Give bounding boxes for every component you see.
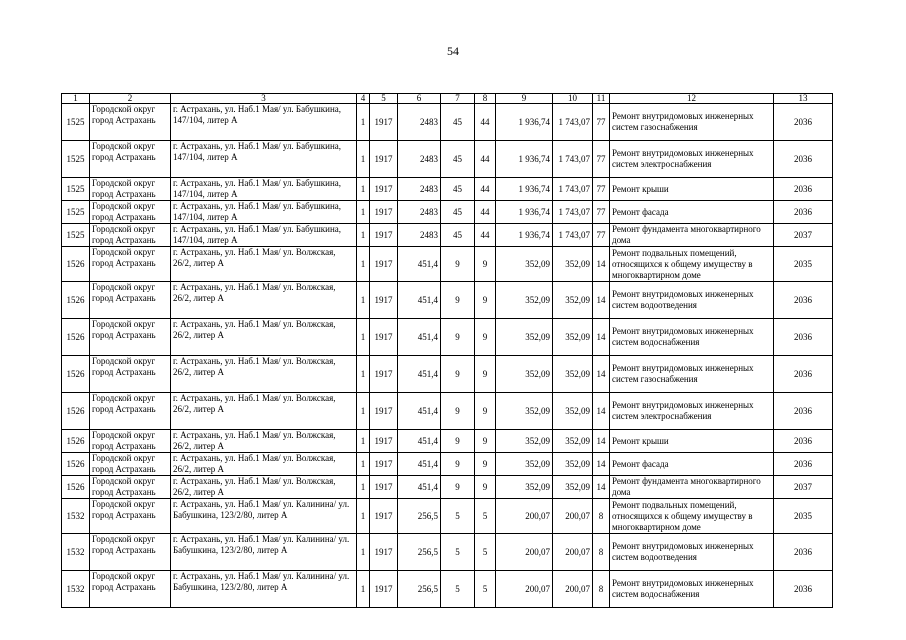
total-area-cell: 2483 (398, 141, 441, 178)
year-built-cell: 1917 (370, 141, 398, 178)
table-row (62, 534, 833, 571)
capital-repair-table (61, 93, 833, 608)
area-count-cell: 8 (593, 534, 610, 571)
residents-cell: 9 (475, 453, 496, 476)
residents-cell: 9 (475, 356, 496, 393)
private-area-cell: 352,09 (553, 319, 593, 356)
living-area-cell: 1 936,74 (496, 178, 553, 201)
municipality-cell: Городской округ город Астрахань (90, 201, 171, 224)
residents-cell: 44 (475, 224, 496, 247)
year-built-cell: 1917 (370, 178, 398, 201)
area-count-cell: 14 (593, 430, 610, 453)
table-row (62, 393, 833, 430)
residents-cell: 44 (475, 178, 496, 201)
living-area-cell: 352,09 (496, 393, 553, 430)
municipality-cell: Городской округ город Астрахань (90, 476, 171, 499)
residents-cell: 9 (475, 476, 496, 499)
address-cell: г. Астрахань, ул. Наб.1 Мая/ ул. Бабушкина, 147/104, литер А (171, 224, 357, 247)
apartments-cell: 9 (441, 393, 475, 430)
row-id-cell: 1525 (62, 141, 90, 178)
planned-year-cell: 2036 (774, 104, 833, 141)
building-count-cell: 1 (357, 224, 370, 247)
residents-cell: 9 (475, 393, 496, 430)
living-area-cell: 1 936,74 (496, 201, 553, 224)
total-area-cell: 2483 (398, 201, 441, 224)
private-area-cell: 352,09 (553, 282, 593, 319)
column-number-cell: 11 (593, 94, 610, 104)
table-row (62, 201, 833, 224)
municipality-cell: Городской округ город Астрахань (90, 453, 171, 476)
total-area-cell: 256,5 (398, 571, 441, 608)
repair-type-cell: Ремонт подвальных помещений, относящихся к общему имуществу в многоквартирном доме (610, 499, 774, 534)
living-area-cell: 200,07 (496, 499, 553, 534)
planned-year-cell: 2036 (774, 141, 833, 178)
apartments-cell: 9 (441, 282, 475, 319)
page-number: 54 (447, 44, 459, 58)
year-built-cell: 1917 (370, 571, 398, 608)
building-count-cell: 1 (357, 356, 370, 393)
row-id-cell: 1526 (62, 393, 90, 430)
row-id-cell: 1526 (62, 319, 90, 356)
apartments-cell: 9 (441, 430, 475, 453)
repair-type-cell: Ремонт подвальных помещений, относящихся к общему имуществу в многоквартирном доме (610, 247, 774, 282)
municipality-cell: Городской округ город Астрахань (90, 224, 171, 247)
address-cell: г. Астрахань, ул. Наб.1 Мая/ ул. Волжская, 26/2, литер А (171, 476, 357, 499)
row-id-cell: 1526 (62, 282, 90, 319)
planned-year-cell: 2036 (774, 571, 833, 608)
residents-cell: 9 (475, 247, 496, 282)
residents-cell: 5 (475, 534, 496, 571)
repair-type-cell: Ремонт крыши (610, 178, 774, 201)
address-cell: г. Астрахань, ул. Наб.1 Мая/ ул. Волжская, 26/2, литер А (171, 282, 357, 319)
table-row (62, 247, 833, 282)
private-area-cell: 352,09 (553, 453, 593, 476)
area-count-cell: 14 (593, 247, 610, 282)
year-built-cell: 1917 (370, 356, 398, 393)
apartments-cell: 5 (441, 499, 475, 534)
total-area-cell: 256,5 (398, 534, 441, 571)
address-cell: г. Астрахань, ул. Наб.1 Мая/ ул. Калинина/ ул. Бабушкина, 123/2/80, литер А (171, 571, 357, 608)
building-count-cell: 1 (357, 571, 370, 608)
building-count-cell: 1 (357, 247, 370, 282)
column-number-cell: 3 (171, 94, 357, 104)
column-number-cell: 9 (496, 94, 553, 104)
area-count-cell: 77 (593, 201, 610, 224)
living-area-cell: 352,09 (496, 453, 553, 476)
year-built-cell: 1917 (370, 224, 398, 247)
building-count-cell: 1 (357, 178, 370, 201)
planned-year-cell: 2037 (774, 224, 833, 247)
column-number-cell: 12 (610, 94, 774, 104)
private-area-cell: 200,07 (553, 499, 593, 534)
planned-year-cell: 2036 (774, 534, 833, 571)
building-count-cell: 1 (357, 534, 370, 571)
column-number-cell: 5 (370, 94, 398, 104)
building-count-cell: 1 (357, 141, 370, 178)
apartments-cell: 9 (441, 356, 475, 393)
apartments-cell: 45 (441, 104, 475, 141)
planned-year-cell: 2036 (774, 430, 833, 453)
row-id-cell: 1532 (62, 571, 90, 608)
planned-year-cell: 2037 (774, 476, 833, 499)
row-id-cell: 1526 (62, 430, 90, 453)
column-number-cell: 8 (475, 94, 496, 104)
table-row (62, 282, 833, 319)
table-row (62, 141, 833, 178)
residents-cell: 9 (475, 430, 496, 453)
year-built-cell: 1917 (370, 476, 398, 499)
address-cell: г. Астрахань, ул. Наб.1 Мая/ ул. Бабушкина, 147/104, литер А (171, 178, 357, 201)
column-number-cell: 13 (774, 94, 833, 104)
repair-type-cell: Ремонт фундамента многоквартирного дома (610, 476, 774, 499)
municipality-cell: Городской округ город Астрахань (90, 282, 171, 319)
year-built-cell: 1917 (370, 104, 398, 141)
municipality-cell: Городской округ город Астрахань (90, 319, 171, 356)
living-area-cell: 352,09 (496, 476, 553, 499)
apartments-cell: 9 (441, 247, 475, 282)
apartments-cell: 9 (441, 476, 475, 499)
repair-type-cell: Ремонт фасада (610, 453, 774, 476)
building-count-cell: 1 (357, 499, 370, 534)
area-count-cell: 8 (593, 571, 610, 608)
table-body (62, 104, 833, 608)
total-area-cell: 256,5 (398, 499, 441, 534)
private-area-cell: 1 743,07 (553, 224, 593, 247)
area-count-cell: 14 (593, 476, 610, 499)
municipality-cell: Городской округ город Астрахань (90, 499, 171, 534)
apartments-cell: 45 (441, 224, 475, 247)
year-built-cell: 1917 (370, 393, 398, 430)
residents-cell: 44 (475, 104, 496, 141)
apartments-cell: 9 (441, 453, 475, 476)
row-id-cell: 1525 (62, 224, 90, 247)
row-id-cell: 1532 (62, 499, 90, 534)
repair-type-cell: Ремонт внутридомовых инженерных систем водоотведения (610, 282, 774, 319)
total-area-cell: 451,4 (398, 319, 441, 356)
row-id-cell: 1526 (62, 356, 90, 393)
municipality-cell: Городской округ город Астрахань (90, 356, 171, 393)
area-count-cell: 14 (593, 453, 610, 476)
private-area-cell: 200,07 (553, 571, 593, 608)
area-count-cell: 14 (593, 282, 610, 319)
area-count-cell: 77 (593, 178, 610, 201)
building-count-cell: 1 (357, 104, 370, 141)
planned-year-cell: 2036 (774, 282, 833, 319)
living-area-cell: 352,09 (496, 319, 553, 356)
total-area-cell: 451,4 (398, 356, 441, 393)
year-built-cell: 1917 (370, 499, 398, 534)
residents-cell: 5 (475, 499, 496, 534)
private-area-cell: 1 743,07 (553, 141, 593, 178)
residents-cell: 44 (475, 141, 496, 178)
repair-type-cell: Ремонт внутридомовых инженерных систем электроснабжения (610, 141, 774, 178)
residents-cell: 9 (475, 319, 496, 356)
building-count-cell: 1 (357, 430, 370, 453)
table-row (62, 499, 833, 534)
repair-type-cell: Ремонт фасада (610, 201, 774, 224)
table-row (62, 476, 833, 499)
area-count-cell: 77 (593, 104, 610, 141)
repair-type-cell: Ремонт фундамента многоквартирного дома (610, 224, 774, 247)
residents-cell: 9 (475, 282, 496, 319)
address-cell: г. Астрахань, ул. Наб.1 Мая/ ул. Калинина/ ул. Бабушкина, 123/2/80, литер А (171, 534, 357, 571)
building-count-cell: 1 (357, 453, 370, 476)
building-count-cell: 1 (357, 393, 370, 430)
municipality-cell: Городской округ город Астрахань (90, 393, 171, 430)
private-area-cell: 1 743,07 (553, 104, 593, 141)
building-count-cell: 1 (357, 282, 370, 319)
residents-cell: 44 (475, 201, 496, 224)
total-area-cell: 451,4 (398, 282, 441, 319)
residents-cell: 5 (475, 571, 496, 608)
total-area-cell: 2483 (398, 178, 441, 201)
living-area-cell: 352,09 (496, 356, 553, 393)
year-built-cell: 1917 (370, 453, 398, 476)
column-number-cell: 1 (62, 94, 90, 104)
apartments-cell: 45 (441, 201, 475, 224)
address-cell: г. Астрахань, ул. Наб.1 Мая/ ул. Волжская, 26/2, литер А (171, 356, 357, 393)
table-row (62, 178, 833, 201)
apartments-cell: 45 (441, 178, 475, 201)
column-number-row (62, 94, 833, 104)
table-row (62, 430, 833, 453)
total-area-cell: 451,4 (398, 476, 441, 499)
table-row (62, 104, 833, 141)
table-row (62, 356, 833, 393)
living-area-cell: 200,07 (496, 571, 553, 608)
address-cell: г. Астрахань, ул. Наб.1 Мая/ ул. Волжская, 26/2, литер А (171, 247, 357, 282)
living-area-cell: 1 936,74 (496, 104, 553, 141)
living-area-cell: 1 936,74 (496, 141, 553, 178)
private-area-cell: 352,09 (553, 430, 593, 453)
total-area-cell: 451,4 (398, 453, 441, 476)
year-built-cell: 1917 (370, 247, 398, 282)
total-area-cell: 2483 (398, 104, 441, 141)
repair-type-cell: Ремонт крыши (610, 430, 774, 453)
area-count-cell: 77 (593, 141, 610, 178)
table-row (62, 319, 833, 356)
column-number-cell: 2 (90, 94, 171, 104)
municipality-cell: Городской округ город Астрахань (90, 534, 171, 571)
area-count-cell: 8 (593, 499, 610, 534)
repair-type-cell: Ремонт внутридомовых инженерных систем водоснабжения (610, 571, 774, 608)
planned-year-cell: 2036 (774, 201, 833, 224)
column-number-cell: 7 (441, 94, 475, 104)
private-area-cell: 352,09 (553, 356, 593, 393)
building-count-cell: 1 (357, 201, 370, 224)
repair-type-cell: Ремонт внутридомовых инженерных систем газоснабжения (610, 356, 774, 393)
year-built-cell: 1917 (370, 319, 398, 356)
planned-year-cell: 2036 (774, 356, 833, 393)
address-cell: г. Астрахань, ул. Наб.1 Мая/ ул. Волжская, 26/2, литер А (171, 393, 357, 430)
building-count-cell: 1 (357, 476, 370, 499)
address-cell: г. Астрахань, ул. Наб.1 Мая/ ул. Волжская, 26/2, литер А (171, 453, 357, 476)
municipality-cell: Городской округ город Астрахань (90, 141, 171, 178)
address-cell: г. Астрахань, ул. Наб.1 Мая/ ул. Бабушкина, 147/104, литер А (171, 141, 357, 178)
address-cell: г. Астрахань, ул. Наб.1 Мая/ ул. Калинина/ ул. Бабушкина, 123/2/80, литер А (171, 499, 357, 534)
row-id-cell: 1525 (62, 178, 90, 201)
row-id-cell: 1526 (62, 453, 90, 476)
area-count-cell: 14 (593, 393, 610, 430)
building-count-cell: 1 (357, 319, 370, 356)
living-area-cell: 352,09 (496, 282, 553, 319)
table-row (62, 453, 833, 476)
living-area-cell: 200,07 (496, 534, 553, 571)
apartments-cell: 9 (441, 319, 475, 356)
municipality-cell: Городской округ город Астрахань (90, 104, 171, 141)
address-cell: г. Астрахань, ул. Наб.1 Мая/ ул. Волжская, 26/2, литер А (171, 430, 357, 453)
private-area-cell: 200,07 (553, 534, 593, 571)
column-number-cell: 4 (357, 94, 370, 104)
row-id-cell: 1526 (62, 476, 90, 499)
apartments-cell: 5 (441, 571, 475, 608)
municipality-cell: Городской округ город Астрахань (90, 247, 171, 282)
table-row (62, 571, 833, 608)
private-area-cell: 352,09 (553, 247, 593, 282)
year-built-cell: 1917 (370, 282, 398, 319)
living-area-cell: 352,09 (496, 247, 553, 282)
planned-year-cell: 2036 (774, 319, 833, 356)
year-built-cell: 1917 (370, 430, 398, 453)
year-built-cell: 1917 (370, 534, 398, 571)
repair-type-cell: Ремонт внутридомовых инженерных систем водоотведения (610, 534, 774, 571)
planned-year-cell: 2035 (774, 499, 833, 534)
private-area-cell: 352,09 (553, 476, 593, 499)
planned-year-cell: 2036 (774, 178, 833, 201)
column-number-cell: 6 (398, 94, 441, 104)
private-area-cell: 1 743,07 (553, 201, 593, 224)
repair-type-cell: Ремонт внутридомовых инженерных систем газоснабжения (610, 104, 774, 141)
private-area-cell: 352,09 (553, 393, 593, 430)
private-area-cell: 1 743,07 (553, 178, 593, 201)
living-area-cell: 1 936,74 (496, 224, 553, 247)
apartments-cell: 5 (441, 534, 475, 571)
row-id-cell: 1525 (62, 201, 90, 224)
address-cell: г. Астрахань, ул. Наб.1 Мая/ ул. Бабушкина, 147/104, литер А (171, 201, 357, 224)
table-row (62, 224, 833, 247)
planned-year-cell: 2035 (774, 247, 833, 282)
apartments-cell: 45 (441, 141, 475, 178)
municipality-cell: Городской округ город Астрахань (90, 178, 171, 201)
row-id-cell: 1532 (62, 534, 90, 571)
total-area-cell: 451,4 (398, 247, 441, 282)
row-id-cell: 1526 (62, 247, 90, 282)
total-area-cell: 451,4 (398, 393, 441, 430)
address-cell: г. Астрахань, ул. Наб.1 Мая/ ул. Волжская, 26/2, литер А (171, 319, 357, 356)
area-count-cell: 14 (593, 356, 610, 393)
repair-type-cell: Ремонт внутридомовых инженерных систем водоснабжения (610, 319, 774, 356)
living-area-cell: 352,09 (496, 430, 553, 453)
address-cell: г. Астрахань, ул. Наб.1 Мая/ ул. Бабушкина, 147/104, литер А (171, 104, 357, 141)
repair-type-cell: Ремонт внутридомовых инженерных систем электроснабжения (610, 393, 774, 430)
total-area-cell: 2483 (398, 224, 441, 247)
row-id-cell: 1525 (62, 104, 90, 141)
municipality-cell: Городской округ город Астрахань (90, 571, 171, 608)
planned-year-cell: 2036 (774, 453, 833, 476)
total-area-cell: 451,4 (398, 430, 441, 453)
planned-year-cell: 2036 (774, 393, 833, 430)
area-count-cell: 77 (593, 224, 610, 247)
year-built-cell: 1917 (370, 201, 398, 224)
municipality-cell: Городской округ город Астрахань (90, 430, 171, 453)
area-count-cell: 14 (593, 319, 610, 356)
column-number-cell: 10 (553, 94, 593, 104)
